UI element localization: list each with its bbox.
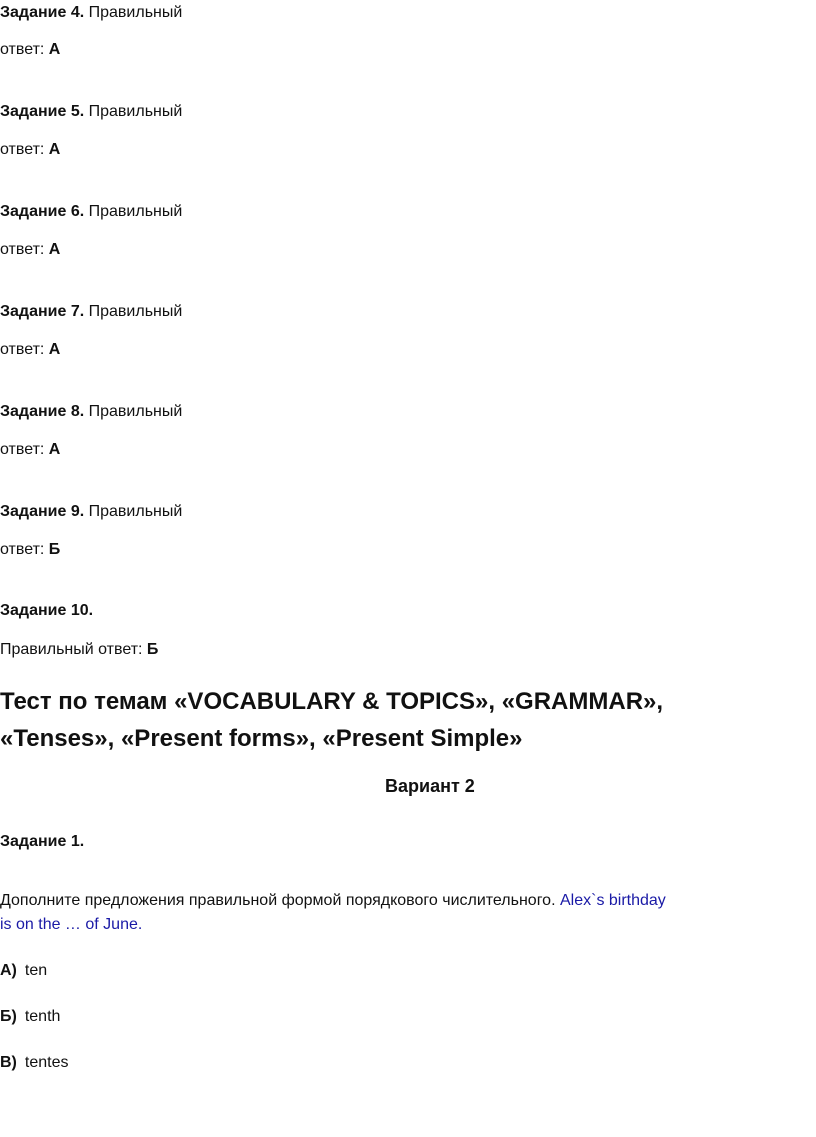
answer-8-value: ответ: А xyxy=(0,441,61,458)
answer-10-heading: Задание 10. xyxy=(0,602,94,619)
task1-option-c[interactable] xyxy=(0,1054,68,1072)
answer-7-heading: Задание 7. Правильный xyxy=(0,303,183,320)
option-label: А) xyxy=(0,962,17,979)
task1-heading: Задание 1. xyxy=(0,833,85,850)
task1-instruction: Дополните предложения правильной формой порядкового числительного. xyxy=(0,892,556,909)
task1-question xyxy=(0,889,730,937)
option-text: tenth xyxy=(24,1008,61,1025)
answer-8-heading: Задание 8. Правильный xyxy=(0,403,183,420)
option-text: ten xyxy=(24,962,48,979)
task1-option-b[interactable] xyxy=(0,1008,60,1026)
option-text: tentes xyxy=(24,1054,69,1071)
answer-6-value: ответ: А xyxy=(0,241,61,258)
task1-sentence-part2: is on the … of June. xyxy=(0,916,143,933)
answer-9-value: ответ: Б xyxy=(0,541,61,558)
answer-10-value: Правильный ответ: Б xyxy=(0,641,159,658)
variant-label: Вариант 2 xyxy=(385,776,475,796)
answer-4-heading: Задание 4. Правильный xyxy=(0,4,183,21)
option-label: Б) xyxy=(0,1008,17,1025)
answer-4-value: ответ: А xyxy=(0,41,61,58)
answer-5-heading: Задание 5. Правильный xyxy=(0,103,183,120)
answer-9-heading: Задание 9. Правильный xyxy=(0,503,183,520)
test-title-line1: Тест по темам «VOCABULARY & TOPICS», «GRAMMAR», xyxy=(0,688,664,715)
test-title-line2: «Tenses», «Present forms», «Present Simple» xyxy=(0,725,523,752)
answer-7-value: ответ: А xyxy=(0,341,61,358)
answer-6-heading: Задание 6. Правильный xyxy=(0,203,183,220)
option-label: В) xyxy=(0,1054,17,1071)
task1-option-a[interactable] xyxy=(0,962,47,980)
task1-sentence-part1: Alex`s birthday xyxy=(559,892,666,909)
answer-5-value: ответ: А xyxy=(0,141,61,158)
